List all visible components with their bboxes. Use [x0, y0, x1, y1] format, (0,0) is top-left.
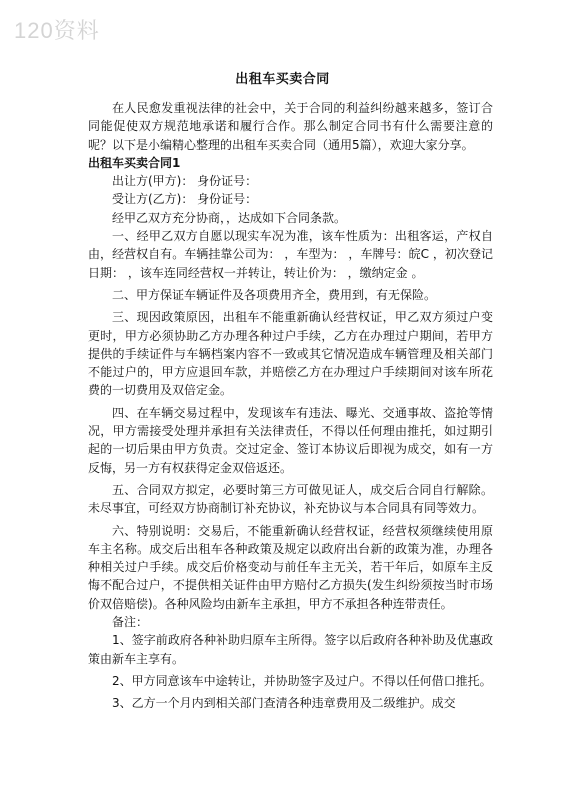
note-2: 2、甲方同意该车中途转让，并协助签字及过户。不得以任何借口推托。 [112, 673, 492, 688]
notes-label: 备注： [112, 615, 149, 630]
document-title: 出租车买卖合同 [235, 72, 330, 87]
note-1: 1、签字前政府各种补助归原车主所得。签字以后政府各种补助及优惠政策由新车主享有。 [88, 633, 493, 666]
paragraph-buyer: 受让方(乙方)： 身份证号： [112, 192, 258, 207]
paragraph-agreement: 经甲乙双方充分协商，，达成如下合同条款。 [112, 210, 347, 225]
paragraph-seller: 出让方(甲方)： 身份证号： [112, 174, 258, 189]
clause-4: 四、在车辆交易过程中，发现该车有违法、曝光、交通事故、盗抢等情况，甲方需接受处理并承担有关法律责任，不得以任何理由推托，如过期引起的一切后果由甲方负责。交过定金、签订本协议后即视为成交，如有一方反悔，另一方有权获得定金双倍返还。 [88, 405, 493, 475]
intro-paragraph: 在人民愈发重视法律的社会中，关于合同的利益纠纷越来越多，签订合同能促使双方规范地承诺和履行合作。那么制定合同书有什么需要注意的呢？以下是小编精心整理的出租车买卖合同（通用5篇），欢迎大家分享。 [88, 101, 493, 152]
clause-2: 二、甲方保证车辆证件及各项费用齐全，费用到，有无保险。 [112, 287, 437, 302]
clause-1: 一、经甲乙双方自愿以现实车况为准，该车性质为：出租客运，产权自由，经营权自有。车辆挂靠公司为： ，车型为： ，车牌号：皖C ，初次登记日期： ，该车连同经营权一并转让，转让价为： ，缴纳定金 。 [88, 229, 493, 280]
clause-6: 六、特别说明：交易后，不能重新确认经营权证，经营权须继续使用原车主名称。成交后出租车各种政策及规定以政府出台新的政策为准，办理各种相关过户手续。成交后价格变动与前任车主无关，若干年后，如原车主反悔不配合过户，不提供相关证件由甲方赔付乙方损失(发生纠纷须按当时市场价双倍赔偿)。各种风险均由新车主承担，甲方不承担各种连带责任。 [88, 523, 493, 611]
note-3: 3、乙方一个月内到相关部门查清各种违章费用及二级维护。成交 [112, 696, 456, 711]
document-body [88, 99, 493, 713]
watermark: 120资料 [14, 18, 100, 43]
clause-5: 五、合同双方拟定，必要时第三方可做见证人，成交后合同自行解除。未尽事宜，可经双方协商制订补充协议，补充协议与本合同具有同等效力。 [88, 482, 493, 516]
clause-3: 三、现因政策原因，出租车不能重新确认经营权证，甲乙双方须过户变更时，甲方必须协助乙方办理各种过户手续，乙方在办理过户期间，若甲方提供的手续证件与车辆档案内容不一致或其它情况造成车辆管理及相关部门不能过户的，甲方应退回车款，并赔偿乙方在办理过户手续期间对该车所花费的一切费用及双倍定金。 [88, 310, 493, 398]
section-heading: 出租车买卖合同1 [88, 155, 181, 170]
